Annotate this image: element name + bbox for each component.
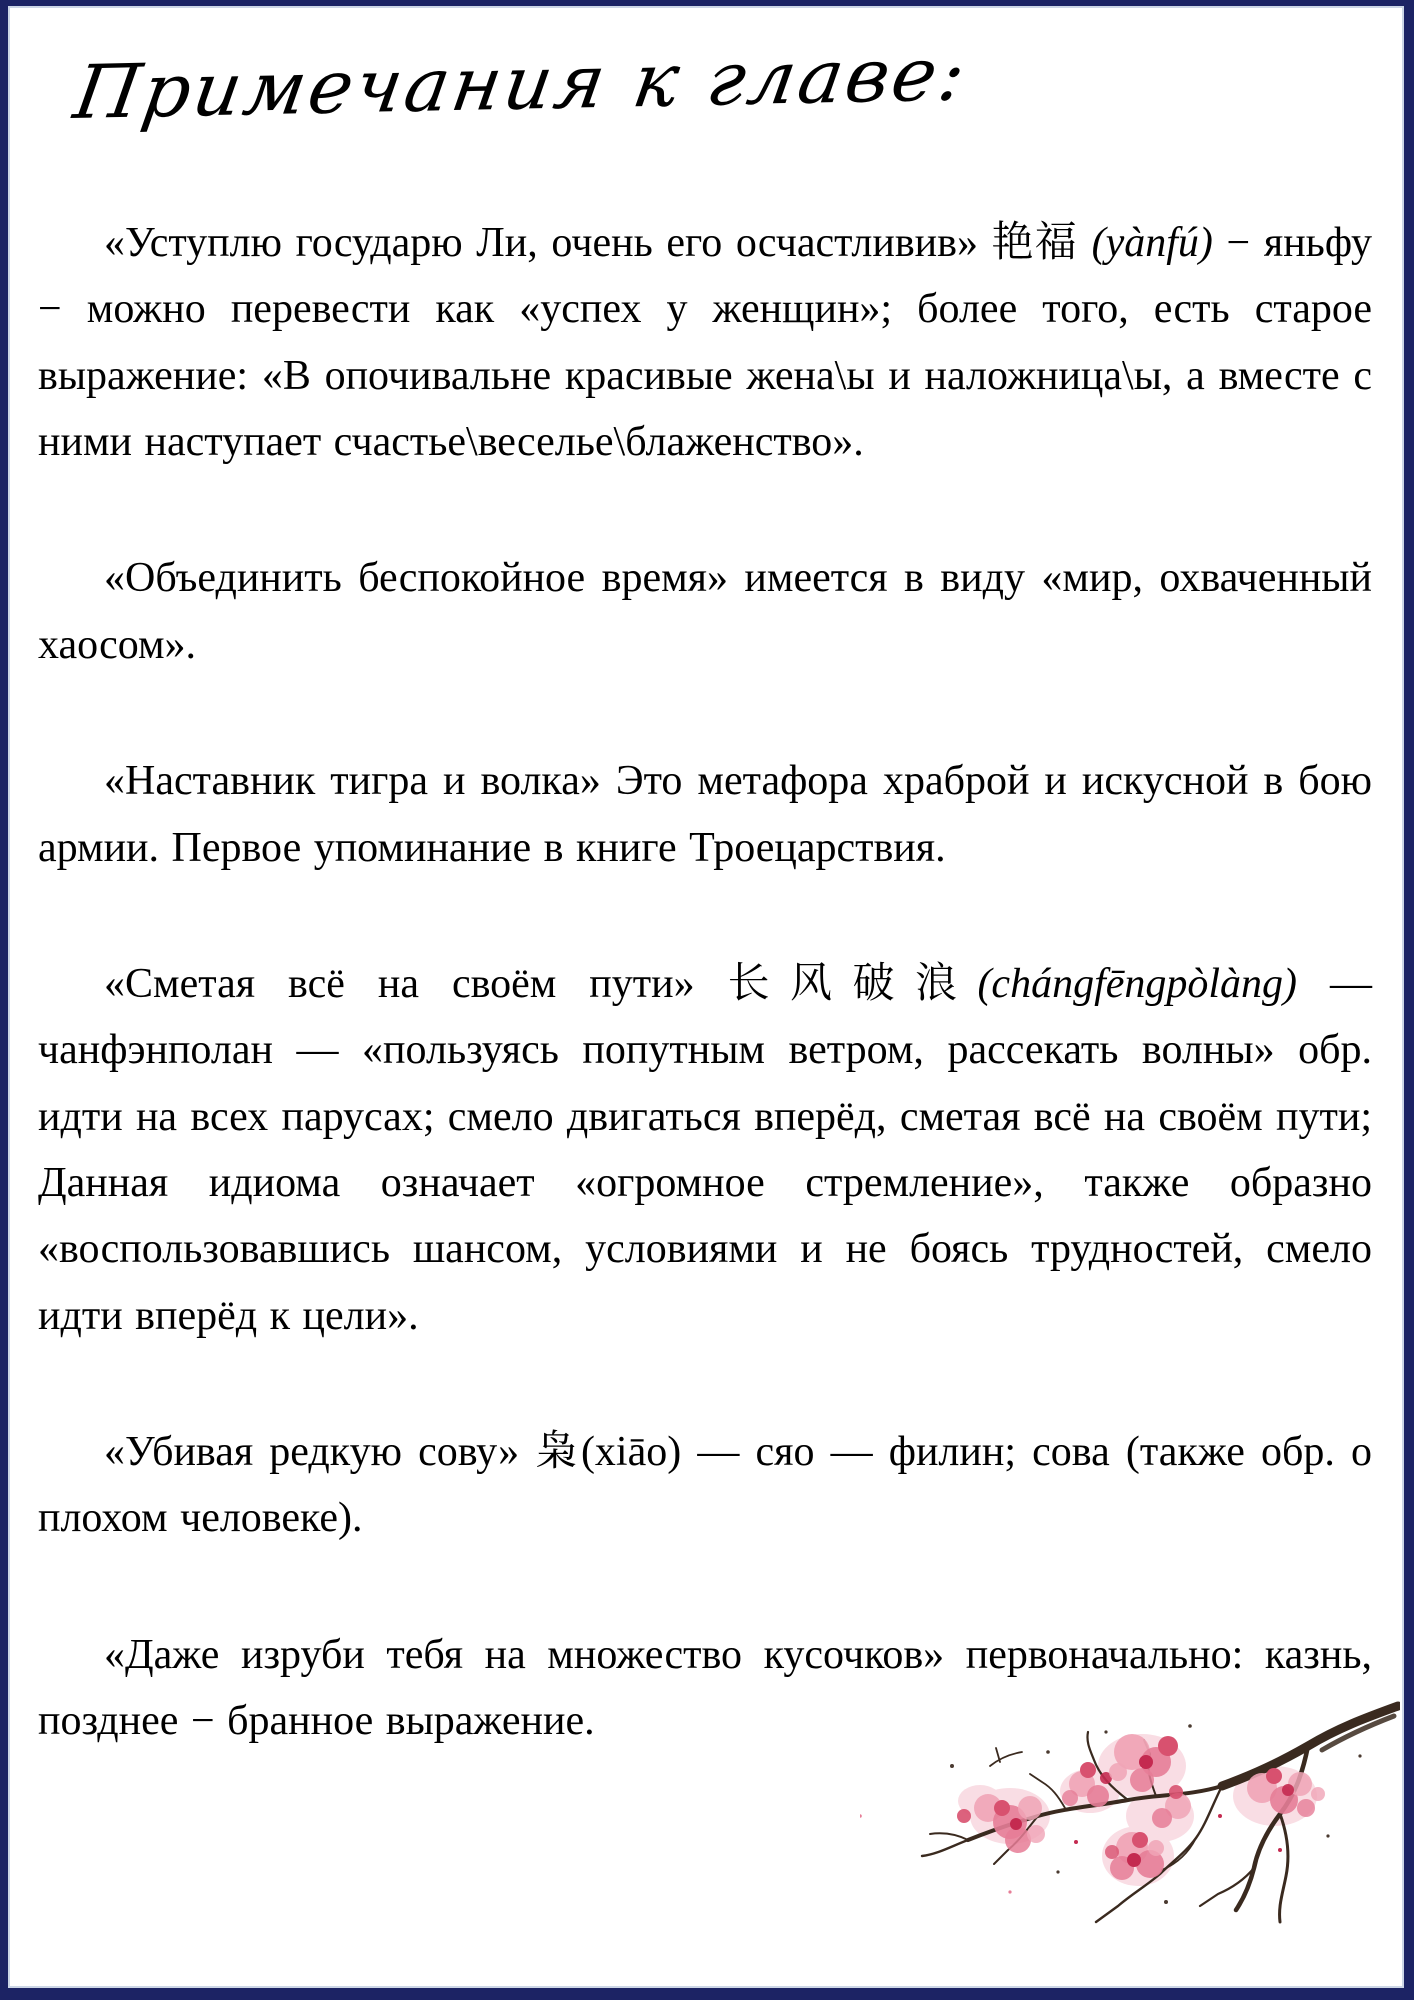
page-content <box>8 6 1404 1754</box>
page-title: Примечания к главе: <box>68 31 975 136</box>
note-3-text: «Наставник тигра и волка» Это метафора храброй и искусной в бою армии. Первое упоминание в книге Троецарствия. <box>38 758 1372 871</box>
note-5-text: «Убивая редкую сову» 枭(xiāo) — сяо — филин; сова (также обр. о плохом человеке). <box>38 1429 1372 1542</box>
note-paragraph-4 <box>38 951 1372 1349</box>
note-1-pinyin: (yànfú) <box>1091 220 1213 266</box>
note-4-text: «Сметая всё на своём пути» 长风破浪 <box>104 960 978 1007</box>
note-1-text: «Уступлю государю Ли, очень его осчастливив» 艳福 <box>104 220 1092 266</box>
note-paragraph-1 <box>38 210 1372 475</box>
note-4-text-cont: — чанфэнполан — «пользуясь попутным ветром, рассекать волны» обр. идти на всех парусах; смело двигаться вперёд, сметая всё на своём пути; Данная идиома означает «огромное стремление», также образно «воспользовавшись шансом, условиями и не боясь трудностей, смело идти вперёд к цели». <box>38 960 1372 1339</box>
note-6-text: «Даже изруби тебя на множество кусочков» первоначально: казнь, позднее − бранное выражение. <box>38 1631 1372 1745</box>
note-paragraph-6 <box>38 1622 1372 1755</box>
note-paragraph-5 <box>38 1419 1372 1552</box>
note-1-text-cont: − яньфу − можно перевести как «успех у женщин»; более того, есть старое выражение: «В опочивальне красивые жена\ы и наложница\ы, а вместе с ними наступает счастье\веселье\блаженство». <box>38 220 1372 466</box>
note-4-pinyin: (chángfēngpòlàng) <box>977 960 1298 1007</box>
note-2-text: «Объединить беспокойное время» имеется в виду «мир, охваченный хаосом». <box>38 555 1372 668</box>
note-paragraph-2 <box>38 545 1372 678</box>
note-paragraph-3 <box>38 748 1372 881</box>
notes-content <box>38 210 1372 1754</box>
